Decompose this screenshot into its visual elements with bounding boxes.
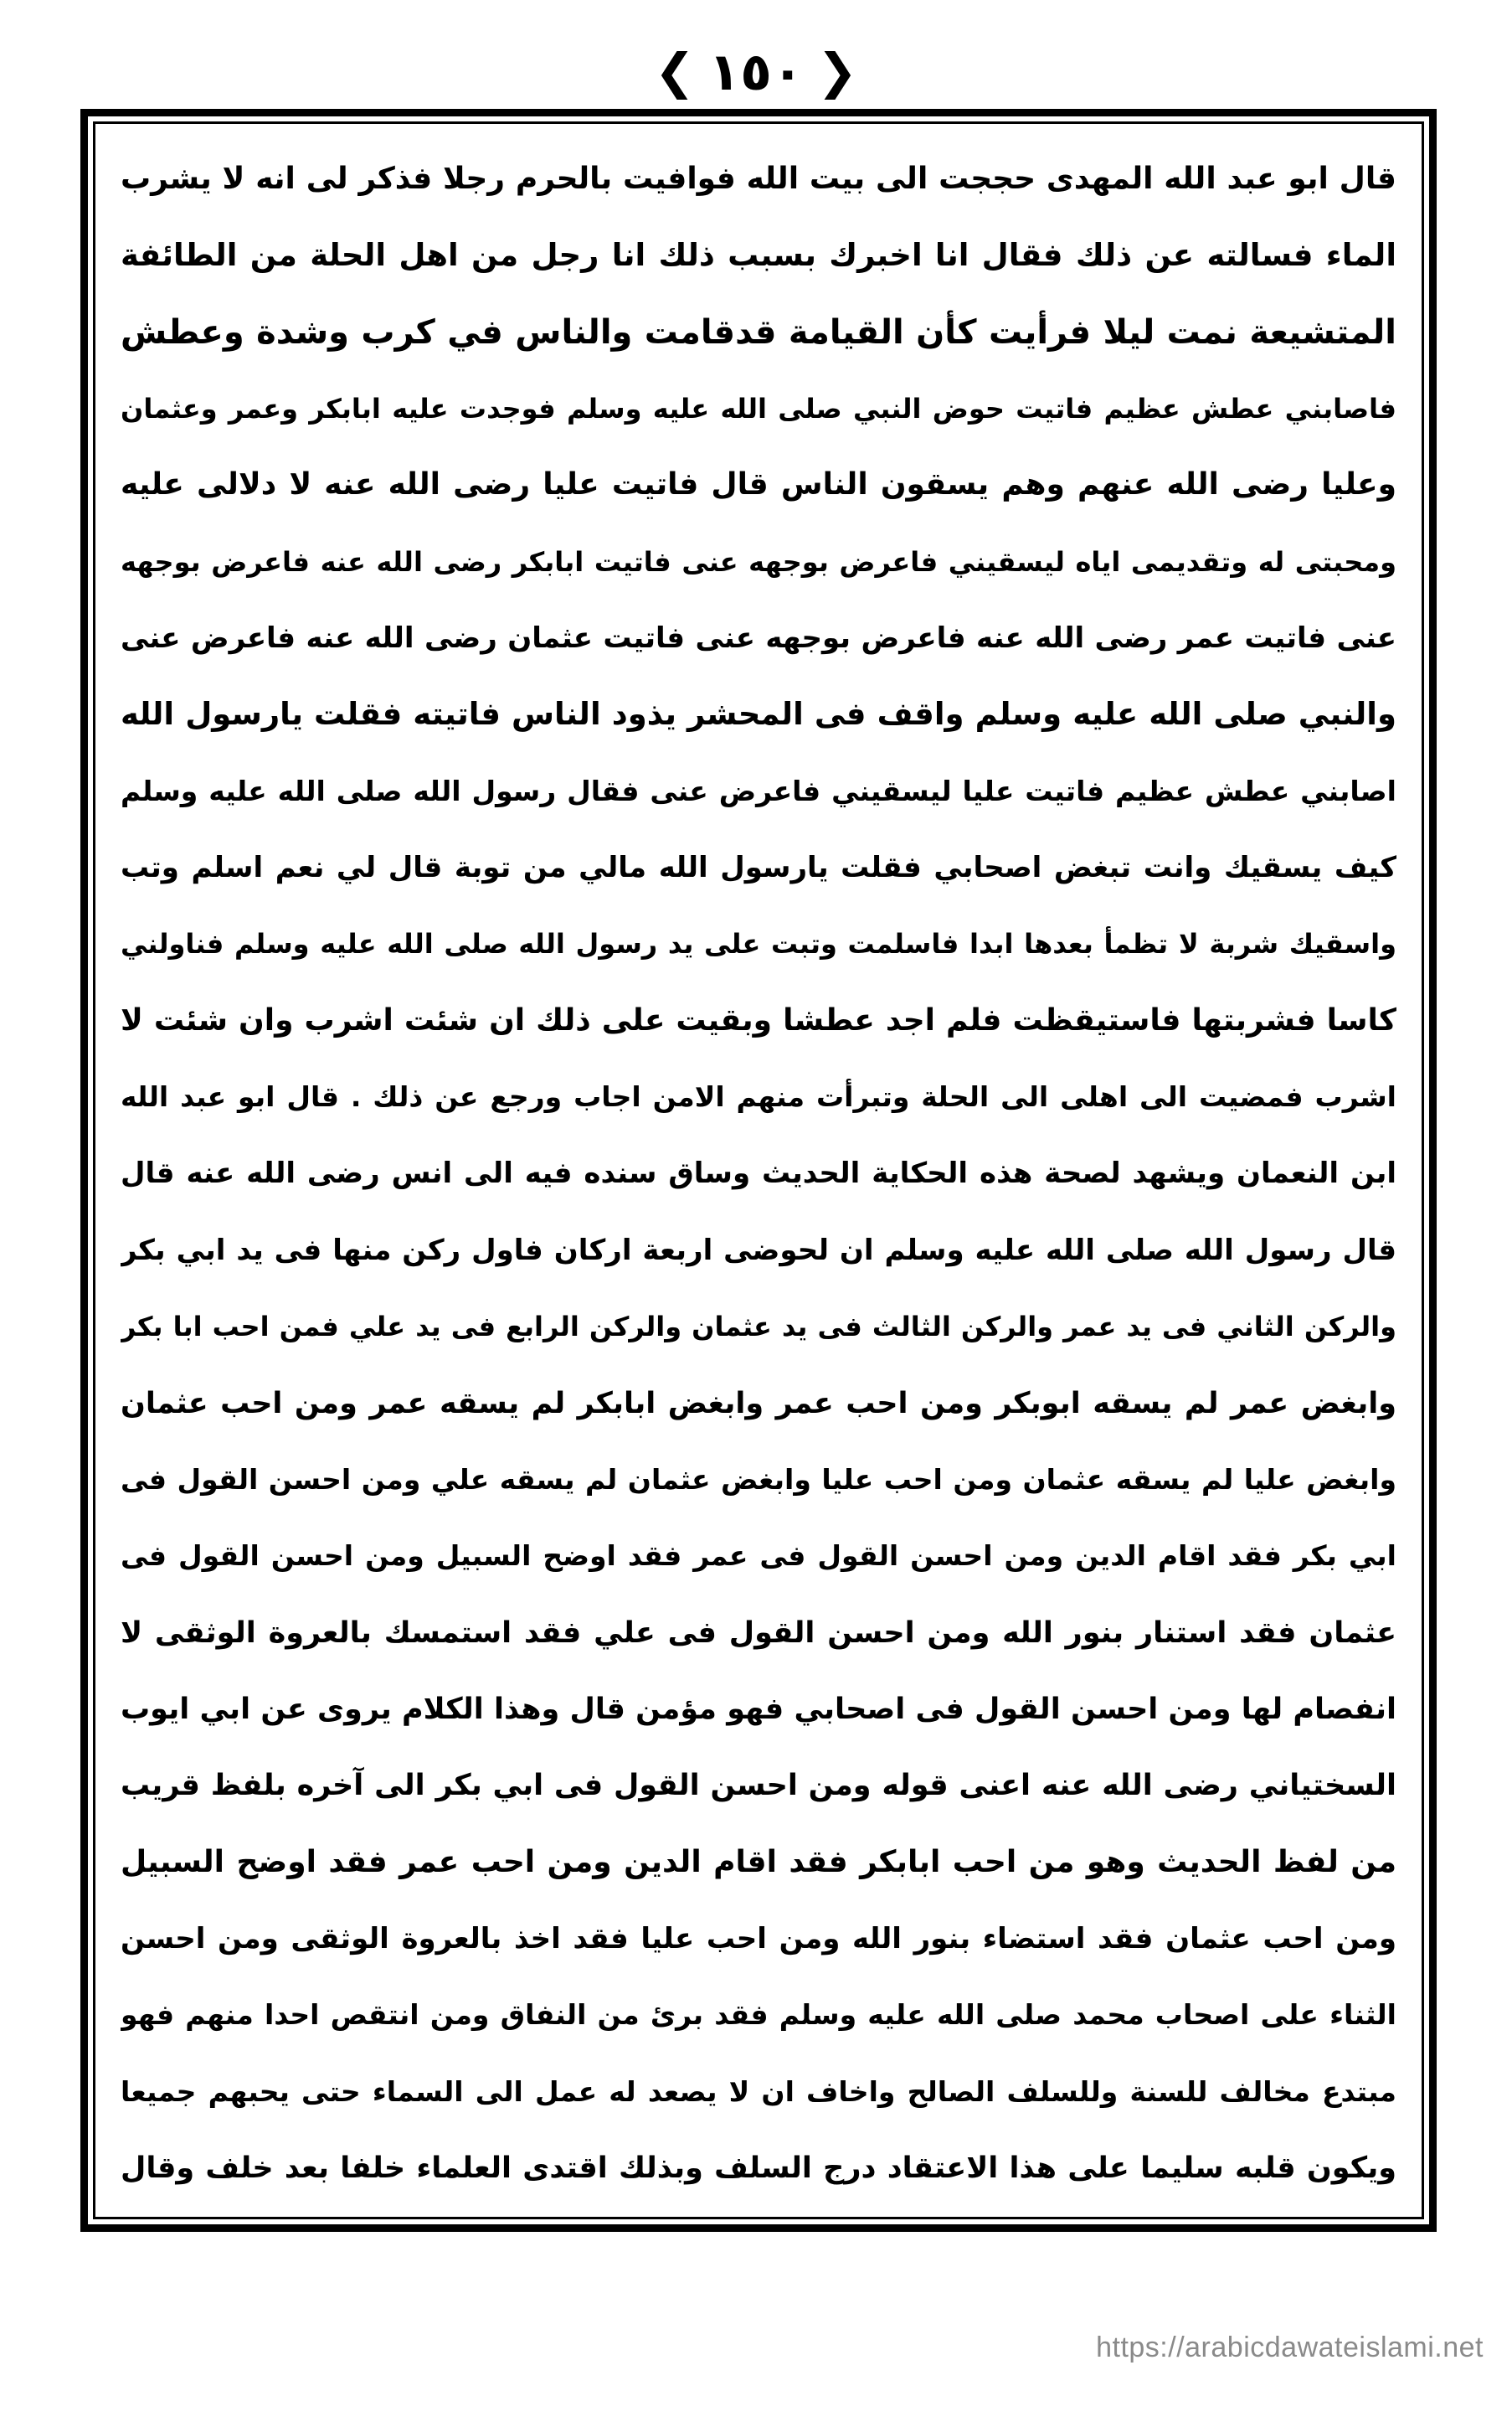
text-line: واسقيك شربة لا تظمأ بعدها ابدا فاسلمت وتبت على يد رسول الله صلى الله عليه وسلم فناولني xyxy=(121,928,1396,961)
page-number: ١٥٠ xyxy=(708,40,804,102)
ornament-left-icon: ❮ xyxy=(654,43,696,100)
page-border-inner xyxy=(93,121,1424,2219)
text-line: ابي بكر فقد اقام الدين ومن احسن القول فى عمر فقد اوضح السبيل ومن احسن القول فى xyxy=(121,1539,1396,1573)
text-line: من لفظ الحديث وهو من احب ابابكر فقد اقام الدين ومن احب عمر فقد اوضح السبيل xyxy=(121,1844,1396,1879)
text-line: مبتدع مخالف للسنة وللسلف الصالح واخاف ان لا يصعد له عمل الى السماء حتى يحبهم جميعا xyxy=(121,2074,1396,2108)
page-header xyxy=(0,25,1512,117)
text-line: ومحبتى له وتقديمى اياه ليسقيني فاعرض بوجهه عنى فاتيت ابابكر رضى الله عنه فاعرض بوجهه xyxy=(121,545,1396,578)
text-line: قال ابو عبد الله المهدى حججت الى بيت الله فوافيت بالحرم رجلا فذكر لى انه لا يشرب xyxy=(121,162,1396,196)
text-line: وعليا رضى الله عنهم وهم يسقون الناس قال فاتيت عليا رضى الله عنه لا دلالى عليه xyxy=(121,467,1396,502)
text-line: وابغض عمر لم يسقه ابوبكر ومن احب عمر وابغض ابابكر لم يسقه عمر ومن احب عثمان xyxy=(121,1386,1396,1420)
text-line: انفصام لها ومن احسن القول فى اصحابي فهو مؤمن قال وهذا الكلام يروى عن ابي ايوب xyxy=(121,1692,1396,1726)
text-line: وابغض عليا لم يسقه عثمان ومن احب عليا وابغض عثمان لم يسقه علي ومن احسن القول فى xyxy=(121,1462,1396,1496)
text-line: ابن النعمان ويشهد لصحة هذه الحكاية الحديث وساق سنده فيه الى انس رضى الله عنه قال xyxy=(121,1157,1396,1191)
text-line: الماء فسالته عن ذلك فقال انا اخبرك بسبب ذلك انا رجل من اهل الحلة من الطائفة xyxy=(121,237,1396,274)
text-line: قال رسول الله صلى الله عليه وسلم ان لحوضى اربعة اركان فاول ركن منها فى يد ابي بكر xyxy=(121,1233,1396,1267)
text-line: والنبي صلى الله عليه وسلم واقف فى المحشر يذود الناس فاتيته فقلت يارسول الله xyxy=(121,696,1396,733)
text-line: ويكون قلبه سليما على هذا الاعتقاد درج السلف وبذلك اقتدى العلماء خلفا بعد خلف وقال xyxy=(121,2151,1396,2185)
source-watermark: https://arabicdawateislami.net xyxy=(1096,2332,1484,2363)
text-line: اشرب فمضيت الى اهلى الى الحلة وتبرأت منهم الامن اجاب ورجع عن ذلك . قال ابو عبد الله xyxy=(121,1080,1396,1114)
body-text xyxy=(121,142,1396,2205)
text-line: كاسا فشربتها فاستيقظت فلم اجد عطشا وبقيت على ذلك ان شئت اشرب وان شئت لا xyxy=(121,1002,1396,1038)
text-line: عنى فاتيت عمر رضى الله عنه فاعرض بوجهه عنى فاتيت عثمان رضى الله عنه فاعرض عنى xyxy=(121,621,1396,656)
text-line: ومن احب عثمان فقد استضاء بنور الله ومن احب عليا فقد اخذ بالعروة الوثقى ومن احسن xyxy=(121,1921,1396,1956)
text-line: كيف يسقيك وانت تبغض اصحابي فقلت يارسول الله مالي من توبة قال لي نعم اسلم وتب xyxy=(121,851,1396,885)
text-line: عثمان فقد استنار بنور الله ومن احسن القول فى علي فقد استمسك بالعروة الوثقى لا xyxy=(121,1615,1396,1650)
text-line: السختياني رضى الله عنه اعنى قوله ومن احسن القول فى ابي بكر الى آخره بلفظ قريب xyxy=(121,1769,1396,1803)
text-line: اصابني عطش عظيم فاتيت عليا ليسقيني فاعرض عنى فقال رسول الله صلى الله عليه وسلم xyxy=(121,774,1396,807)
ornament-right-icon: ❯ xyxy=(816,43,858,100)
page-border-outer xyxy=(80,109,1437,2232)
text-line: المتشيعة نمت ليلا فرأيت كأن القيامة قدقامت والناس في كرب وشدة وعطش xyxy=(121,312,1396,352)
text-line: الثناء على اصحاب محمد صلى الله عليه وسلم فقد برئ من النفاق ومن انتقص احدا منهم فهو xyxy=(121,1998,1396,2032)
text-line: والركن الثاني فى يد عمر والركن الثالث فى يد عثمان والركن الرابع فى يد علي فمن احب ابا بكر xyxy=(121,1311,1396,1343)
page-number-ornament xyxy=(655,41,858,102)
text-line: فاصابني عطش عظيم فاتيت حوض النبي صلى الله عليه وسلم فوجدت عليه ابابكر وعمر وعثمان xyxy=(121,393,1396,425)
